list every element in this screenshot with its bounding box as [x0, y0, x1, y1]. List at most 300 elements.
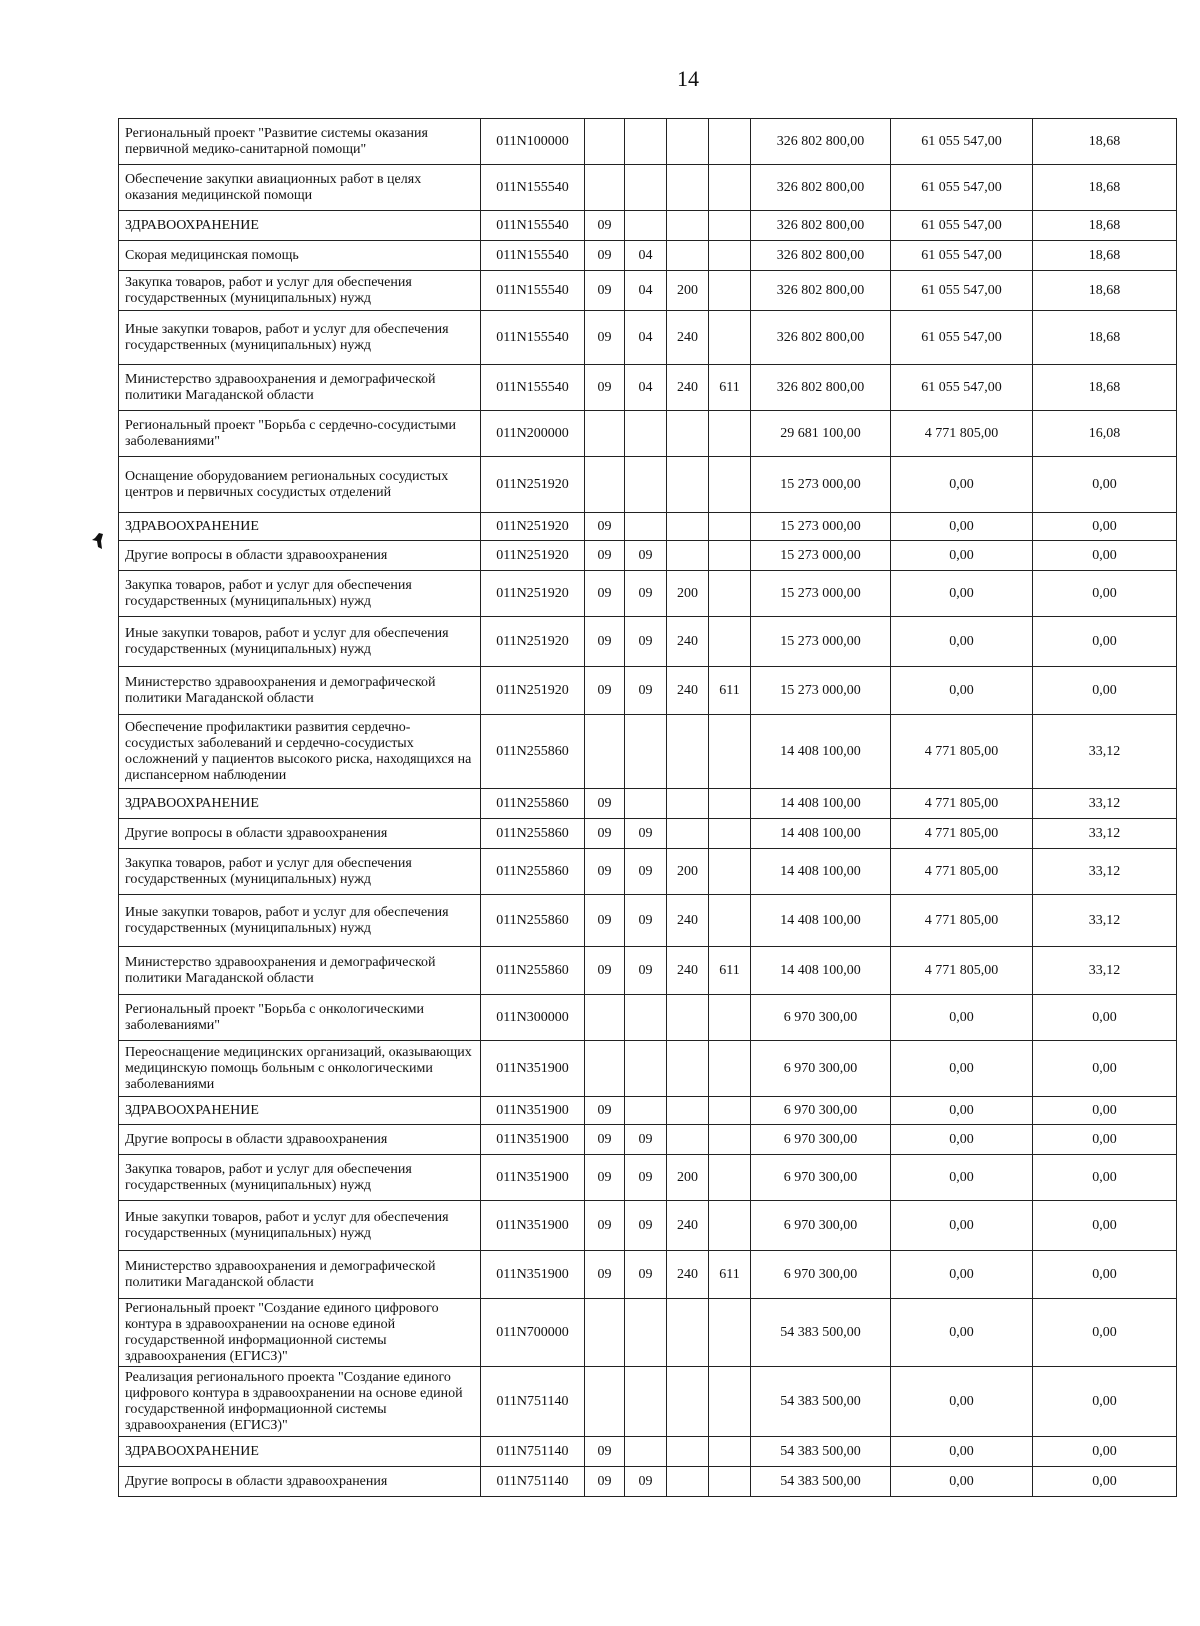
row-code: 011N700000	[481, 1299, 585, 1367]
row-plan-amount: 15 273 000,00	[751, 571, 891, 617]
row-subsection: 04	[625, 311, 667, 365]
row-actual-amount: 61 055 547,00	[891, 311, 1033, 365]
row-plan-amount: 54 383 500,00	[751, 1299, 891, 1367]
row-percent: 33,12	[1033, 789, 1177, 819]
row-code: 011N351900	[481, 1125, 585, 1155]
row-subsection: 04	[625, 365, 667, 411]
table-row	[119, 241, 1177, 271]
row-actual-amount: 0,00	[891, 1437, 1033, 1467]
row-plan-amount: 14 408 100,00	[751, 789, 891, 819]
row-code: 011N255860	[481, 715, 585, 789]
row-code: 011N751140	[481, 1437, 585, 1467]
row-actual-amount: 0,00	[891, 1367, 1033, 1437]
table-row	[119, 211, 1177, 241]
row-name: ЗДРАВООХРАНЕНИЕ	[119, 513, 481, 541]
row-name: Закупка товаров, работ и услуг для обеспечения государственных (муниципальных) нужд	[119, 1155, 481, 1201]
row-percent: 0,00	[1033, 995, 1177, 1041]
row-section: 09	[585, 541, 625, 571]
row-section	[585, 995, 625, 1041]
row-actual-amount: 0,00	[891, 1251, 1033, 1299]
row-plan-amount: 15 273 000,00	[751, 541, 891, 571]
row-admin-code: 611	[709, 365, 751, 411]
row-code: 011N155540	[481, 241, 585, 271]
row-percent: 0,00	[1033, 1367, 1177, 1437]
row-section: 09	[585, 1251, 625, 1299]
row-percent: 18,68	[1033, 119, 1177, 165]
row-section	[585, 457, 625, 513]
row-actual-amount: 0,00	[891, 1125, 1033, 1155]
table-row	[119, 1299, 1177, 1367]
row-plan-amount: 6 970 300,00	[751, 1097, 891, 1125]
row-expense-type	[667, 1097, 709, 1125]
row-admin-code	[709, 1367, 751, 1437]
row-percent: 18,68	[1033, 311, 1177, 365]
row-admin-code	[709, 457, 751, 513]
row-plan-amount: 14 408 100,00	[751, 895, 891, 947]
row-expense-type: 200	[667, 571, 709, 617]
row-actual-amount: 61 055 547,00	[891, 211, 1033, 241]
row-section: 09	[585, 571, 625, 617]
row-admin-code	[709, 411, 751, 457]
row-actual-amount: 61 055 547,00	[891, 271, 1033, 311]
table-row	[119, 789, 1177, 819]
row-section: 09	[585, 667, 625, 715]
row-plan-amount: 326 802 800,00	[751, 211, 891, 241]
row-admin-code	[709, 1041, 751, 1097]
row-expense-type	[667, 241, 709, 271]
row-actual-amount: 0,00	[891, 1041, 1033, 1097]
row-name: ЗДРАВООХРАНЕНИЕ	[119, 789, 481, 819]
row-plan-amount: 326 802 800,00	[751, 311, 891, 365]
row-name: ЗДРАВООХРАНЕНИЕ	[119, 1437, 481, 1467]
row-admin-code: 611	[709, 1251, 751, 1299]
row-actual-amount: 0,00	[891, 457, 1033, 513]
row-subsection: 09	[625, 541, 667, 571]
row-actual-amount: 0,00	[891, 1201, 1033, 1251]
row-section: 09	[585, 271, 625, 311]
row-expense-type	[667, 1125, 709, 1155]
row-section: 09	[585, 895, 625, 947]
row-code: 011N351900	[481, 1097, 585, 1125]
row-plan-amount: 14 408 100,00	[751, 947, 891, 995]
row-expense-type: 240	[667, 1251, 709, 1299]
row-name: ЗДРАВООХРАНЕНИЕ	[119, 1097, 481, 1125]
row-subsection	[625, 715, 667, 789]
row-code: 011N251920	[481, 513, 585, 541]
row-actual-amount: 61 055 547,00	[891, 365, 1033, 411]
row-plan-amount: 14 408 100,00	[751, 819, 891, 849]
table-row	[119, 571, 1177, 617]
row-plan-amount: 6 970 300,00	[751, 995, 891, 1041]
row-actual-amount: 4 771 805,00	[891, 895, 1033, 947]
row-expense-type: 240	[667, 947, 709, 995]
row-expense-type: 240	[667, 617, 709, 667]
row-expense-type	[667, 1467, 709, 1497]
row-code: 011N300000	[481, 995, 585, 1041]
table-row	[119, 849, 1177, 895]
table-row	[119, 119, 1177, 165]
table-row	[119, 1155, 1177, 1201]
row-plan-amount: 15 273 000,00	[751, 617, 891, 667]
table-row	[119, 995, 1177, 1041]
row-subsection	[625, 165, 667, 211]
table-row	[119, 457, 1177, 513]
row-name: Министерство здравоохранения и демографической политики Магаданской области	[119, 947, 481, 995]
scan-speck-mark	[90, 532, 104, 550]
row-code: 011N251920	[481, 457, 585, 513]
row-expense-type	[667, 211, 709, 241]
row-section: 09	[585, 365, 625, 411]
row-expense-type: 200	[667, 1155, 709, 1201]
row-plan-amount: 6 970 300,00	[751, 1155, 891, 1201]
row-plan-amount: 29 681 100,00	[751, 411, 891, 457]
row-code: 011N155540	[481, 271, 585, 311]
row-expense-type	[667, 1041, 709, 1097]
row-percent: 0,00	[1033, 667, 1177, 715]
row-admin-code	[709, 1467, 751, 1497]
row-percent: 0,00	[1033, 1201, 1177, 1251]
row-actual-amount: 61 055 547,00	[891, 119, 1033, 165]
row-actual-amount: 61 055 547,00	[891, 165, 1033, 211]
table-row	[119, 1251, 1177, 1299]
table-row	[119, 1125, 1177, 1155]
table-row	[119, 541, 1177, 571]
row-name: Переоснащение медицинских организаций, оказывающих медицинскую помощь больным с онкологическими заболеваниями	[119, 1041, 481, 1097]
row-plan-amount: 6 970 300,00	[751, 1251, 891, 1299]
row-section	[585, 1367, 625, 1437]
row-section: 09	[585, 947, 625, 995]
row-plan-amount: 15 273 000,00	[751, 513, 891, 541]
row-subsection	[625, 1367, 667, 1437]
row-percent: 33,12	[1033, 819, 1177, 849]
row-plan-amount: 14 408 100,00	[751, 715, 891, 789]
row-actual-amount: 0,00	[891, 1097, 1033, 1125]
row-plan-amount: 14 408 100,00	[751, 849, 891, 895]
row-name: Иные закупки товаров, работ и услуг для обеспечения государственных (муниципальных) нужд	[119, 895, 481, 947]
row-section: 09	[585, 1125, 625, 1155]
row-actual-amount: 0,00	[891, 667, 1033, 715]
row-admin-code	[709, 311, 751, 365]
row-name: Оснащение оборудованием региональных сосудистых центров и первичных сосудистых отделений	[119, 457, 481, 513]
row-admin-code	[709, 789, 751, 819]
row-expense-type	[667, 1437, 709, 1467]
row-expense-type	[667, 513, 709, 541]
table-row	[119, 1041, 1177, 1097]
row-code: 011N155540	[481, 165, 585, 211]
row-section: 09	[585, 513, 625, 541]
row-name: Иные закупки товаров, работ и услуг для обеспечения государственных (муниципальных) нужд	[119, 617, 481, 667]
row-actual-amount: 4 771 805,00	[891, 849, 1033, 895]
row-percent: 33,12	[1033, 715, 1177, 789]
row-section: 09	[585, 311, 625, 365]
row-code: 011N100000	[481, 119, 585, 165]
row-name: Закупка товаров, работ и услуг для обеспечения государственных (муниципальных) нужд	[119, 271, 481, 311]
row-subsection: 09	[625, 1155, 667, 1201]
row-code: 011N351900	[481, 1251, 585, 1299]
budget-table-body	[119, 119, 1177, 1497]
row-plan-amount: 15 273 000,00	[751, 457, 891, 513]
row-admin-code	[709, 541, 751, 571]
row-actual-amount: 0,00	[891, 513, 1033, 541]
row-percent: 33,12	[1033, 895, 1177, 947]
row-code: 011N351900	[481, 1155, 585, 1201]
row-percent: 0,00	[1033, 1467, 1177, 1497]
row-percent: 0,00	[1033, 1299, 1177, 1367]
table-row	[119, 365, 1177, 411]
row-expense-type	[667, 541, 709, 571]
row-plan-amount: 326 802 800,00	[751, 119, 891, 165]
row-admin-code	[709, 1155, 751, 1201]
row-percent: 0,00	[1033, 1041, 1177, 1097]
row-code: 011N255860	[481, 789, 585, 819]
row-subsection: 09	[625, 1201, 667, 1251]
row-section: 09	[585, 211, 625, 241]
row-plan-amount: 6 970 300,00	[751, 1125, 891, 1155]
row-code: 011N255860	[481, 895, 585, 947]
row-percent: 0,00	[1033, 1125, 1177, 1155]
row-subsection: 09	[625, 947, 667, 995]
row-name: Иные закупки товаров, работ и услуг для обеспечения государственных (муниципальных) нужд	[119, 1201, 481, 1251]
row-subsection: 04	[625, 271, 667, 311]
row-code: 011N255860	[481, 819, 585, 849]
row-subsection	[625, 1299, 667, 1367]
row-expense-type	[667, 411, 709, 457]
row-admin-code	[709, 995, 751, 1041]
row-plan-amount: 326 802 800,00	[751, 271, 891, 311]
row-section: 09	[585, 849, 625, 895]
table-row	[119, 1097, 1177, 1125]
row-actual-amount: 4 771 805,00	[891, 947, 1033, 995]
row-name: Региональный проект "Борьба с сердечно-сосудистыми заболеваниями"	[119, 411, 481, 457]
row-subsection: 09	[625, 849, 667, 895]
row-code: 011N751140	[481, 1367, 585, 1437]
row-name: Закупка товаров, работ и услуг для обеспечения государственных (муниципальных) нужд	[119, 849, 481, 895]
row-subsection: 09	[625, 819, 667, 849]
row-subsection	[625, 995, 667, 1041]
row-admin-code	[709, 895, 751, 947]
row-admin-code: 611	[709, 947, 751, 995]
row-name: Другие вопросы в области здравоохранения	[119, 1125, 481, 1155]
row-percent: 0,00	[1033, 1155, 1177, 1201]
row-actual-amount: 4 771 805,00	[891, 411, 1033, 457]
row-code: 011N200000	[481, 411, 585, 457]
row-name: Другие вопросы в области здравоохранения	[119, 1467, 481, 1497]
row-subsection: 09	[625, 571, 667, 617]
table-row	[119, 271, 1177, 311]
row-percent: 0,00	[1033, 1251, 1177, 1299]
row-section: 09	[585, 617, 625, 667]
row-subsection: 09	[625, 1125, 667, 1155]
row-actual-amount: 4 771 805,00	[891, 789, 1033, 819]
row-actual-amount: 61 055 547,00	[891, 241, 1033, 271]
table-row	[119, 895, 1177, 947]
row-expense-type: 240	[667, 311, 709, 365]
row-section: 09	[585, 1437, 625, 1467]
row-subsection	[625, 1437, 667, 1467]
row-expense-type: 240	[667, 895, 709, 947]
row-plan-amount: 6 970 300,00	[751, 1041, 891, 1097]
row-expense-type	[667, 819, 709, 849]
row-expense-type: 200	[667, 271, 709, 311]
row-expense-type	[667, 1299, 709, 1367]
row-admin-code	[709, 1097, 751, 1125]
row-actual-amount: 4 771 805,00	[891, 715, 1033, 789]
table-row	[119, 1437, 1177, 1467]
row-subsection	[625, 411, 667, 457]
row-plan-amount: 326 802 800,00	[751, 165, 891, 211]
row-section	[585, 1299, 625, 1367]
table-row	[119, 411, 1177, 457]
row-section: 09	[585, 819, 625, 849]
row-name: Обеспечение закупки авиационных работ в целях оказания медицинской помощи	[119, 165, 481, 211]
row-admin-code	[709, 617, 751, 667]
row-name: Региональный проект "Создание единого цифрового контура в здравоохранении на основе единой государственной информационной системы здравоохранения (ЕГИСЗ)"	[119, 1299, 481, 1367]
row-subsection	[625, 513, 667, 541]
table-row	[119, 1201, 1177, 1251]
row-plan-amount: 6 970 300,00	[751, 1201, 891, 1251]
row-admin-code	[709, 571, 751, 617]
row-percent: 0,00	[1033, 541, 1177, 571]
row-expense-type: 240	[667, 667, 709, 715]
row-percent: 0,00	[1033, 1097, 1177, 1125]
row-code: 011N251920	[481, 667, 585, 715]
row-percent: 18,68	[1033, 165, 1177, 211]
row-admin-code	[709, 513, 751, 541]
row-subsection	[625, 211, 667, 241]
row-name: Закупка товаров, работ и услуг для обеспечения государственных (муниципальных) нужд	[119, 571, 481, 617]
table-row	[119, 1467, 1177, 1497]
row-name: Другие вопросы в области здравоохранения	[119, 541, 481, 571]
row-admin-code	[709, 1299, 751, 1367]
row-subsection	[625, 1097, 667, 1125]
row-code: 011N155540	[481, 311, 585, 365]
row-percent: 18,68	[1033, 271, 1177, 311]
row-subsection: 09	[625, 895, 667, 947]
row-subsection	[625, 789, 667, 819]
row-expense-type	[667, 1367, 709, 1437]
page-number: 14	[677, 66, 699, 91]
row-percent: 0,00	[1033, 1437, 1177, 1467]
row-section: 09	[585, 241, 625, 271]
row-admin-code	[709, 165, 751, 211]
row-expense-type: 200	[667, 849, 709, 895]
row-code: 011N155540	[481, 211, 585, 241]
row-code: 011N751140	[481, 1467, 585, 1497]
row-subsection	[625, 457, 667, 513]
row-percent: 33,12	[1033, 947, 1177, 995]
row-expense-type	[667, 165, 709, 211]
row-subsection: 04	[625, 241, 667, 271]
row-expense-type: 240	[667, 365, 709, 411]
table-row	[119, 617, 1177, 667]
row-percent: 0,00	[1033, 571, 1177, 617]
row-section	[585, 411, 625, 457]
row-name: Министерство здравоохранения и демографической политики Магаданской области	[119, 1251, 481, 1299]
row-section	[585, 165, 625, 211]
row-admin-code: 611	[709, 667, 751, 715]
row-plan-amount: 54 383 500,00	[751, 1467, 891, 1497]
row-code: 011N351900	[481, 1201, 585, 1251]
row-section	[585, 715, 625, 789]
row-percent: 18,68	[1033, 365, 1177, 411]
row-actual-amount: 0,00	[891, 1299, 1033, 1367]
table-row	[119, 165, 1177, 211]
row-actual-amount: 0,00	[891, 541, 1033, 571]
row-percent: 0,00	[1033, 513, 1177, 541]
row-plan-amount: 326 802 800,00	[751, 241, 891, 271]
row-code: 011N155540	[481, 365, 585, 411]
row-plan-amount: 15 273 000,00	[751, 667, 891, 715]
row-actual-amount: 0,00	[891, 571, 1033, 617]
row-plan-amount: 326 802 800,00	[751, 365, 891, 411]
row-plan-amount: 54 383 500,00	[751, 1367, 891, 1437]
row-actual-amount: 0,00	[891, 1155, 1033, 1201]
row-subsection	[625, 1041, 667, 1097]
row-subsection: 09	[625, 667, 667, 715]
row-code: 011N255860	[481, 849, 585, 895]
row-section	[585, 119, 625, 165]
row-actual-amount: 0,00	[891, 617, 1033, 667]
row-name: Региональный проект "Развитие системы оказания первичной медико-санитарной помощи"	[119, 119, 481, 165]
row-admin-code	[709, 715, 751, 789]
table-row	[119, 819, 1177, 849]
row-admin-code	[709, 271, 751, 311]
row-admin-code	[709, 211, 751, 241]
row-admin-code	[709, 1201, 751, 1251]
row-percent: 18,68	[1033, 241, 1177, 271]
row-expense-type	[667, 715, 709, 789]
row-code: 011N251920	[481, 541, 585, 571]
row-name: Обеспечение профилактики развития сердечно-сосудистых заболеваний и сердечно-сосудистых осложнений у пациентов высокого риска, находящихся на диспансерном наблюдении	[119, 715, 481, 789]
row-expense-type	[667, 119, 709, 165]
table-row	[119, 947, 1177, 995]
table-row	[119, 311, 1177, 365]
row-subsection: 09	[625, 1467, 667, 1497]
row-name: Региональный проект "Борьба с онкологическими заболеваниями"	[119, 995, 481, 1041]
row-expense-type	[667, 457, 709, 513]
row-section: 09	[585, 1467, 625, 1497]
table-row	[119, 667, 1177, 715]
row-name: Другие вопросы в области здравоохранения	[119, 819, 481, 849]
row-name: ЗДРАВООХРАНЕНИЕ	[119, 211, 481, 241]
row-admin-code	[709, 119, 751, 165]
row-percent: 18,68	[1033, 211, 1177, 241]
row-subsection: 09	[625, 617, 667, 667]
row-name: Министерство здравоохранения и демографической политики Магаданской области	[119, 365, 481, 411]
row-plan-amount: 54 383 500,00	[751, 1437, 891, 1467]
row-actual-amount: 4 771 805,00	[891, 819, 1033, 849]
row-code: 011N351900	[481, 1041, 585, 1097]
row-section	[585, 1041, 625, 1097]
budget-table	[118, 118, 1177, 1497]
row-percent: 0,00	[1033, 457, 1177, 513]
row-code: 011N255860	[481, 947, 585, 995]
row-admin-code	[709, 819, 751, 849]
row-actual-amount: 0,00	[891, 995, 1033, 1041]
row-actual-amount: 0,00	[891, 1467, 1033, 1497]
table-row	[119, 715, 1177, 789]
row-section: 09	[585, 1097, 625, 1125]
row-subsection: 09	[625, 1251, 667, 1299]
row-name: Иные закупки товаров, работ и услуг для обеспечения государственных (муниципальных) нужд	[119, 311, 481, 365]
row-section: 09	[585, 1155, 625, 1201]
row-name: Министерство здравоохранения и демографической политики Магаданской области	[119, 667, 481, 715]
row-expense-type: 240	[667, 1201, 709, 1251]
table-row	[119, 1367, 1177, 1437]
row-code: 011N251920	[481, 617, 585, 667]
row-name: Скорая медицинская помощь	[119, 241, 481, 271]
row-admin-code	[709, 1125, 751, 1155]
